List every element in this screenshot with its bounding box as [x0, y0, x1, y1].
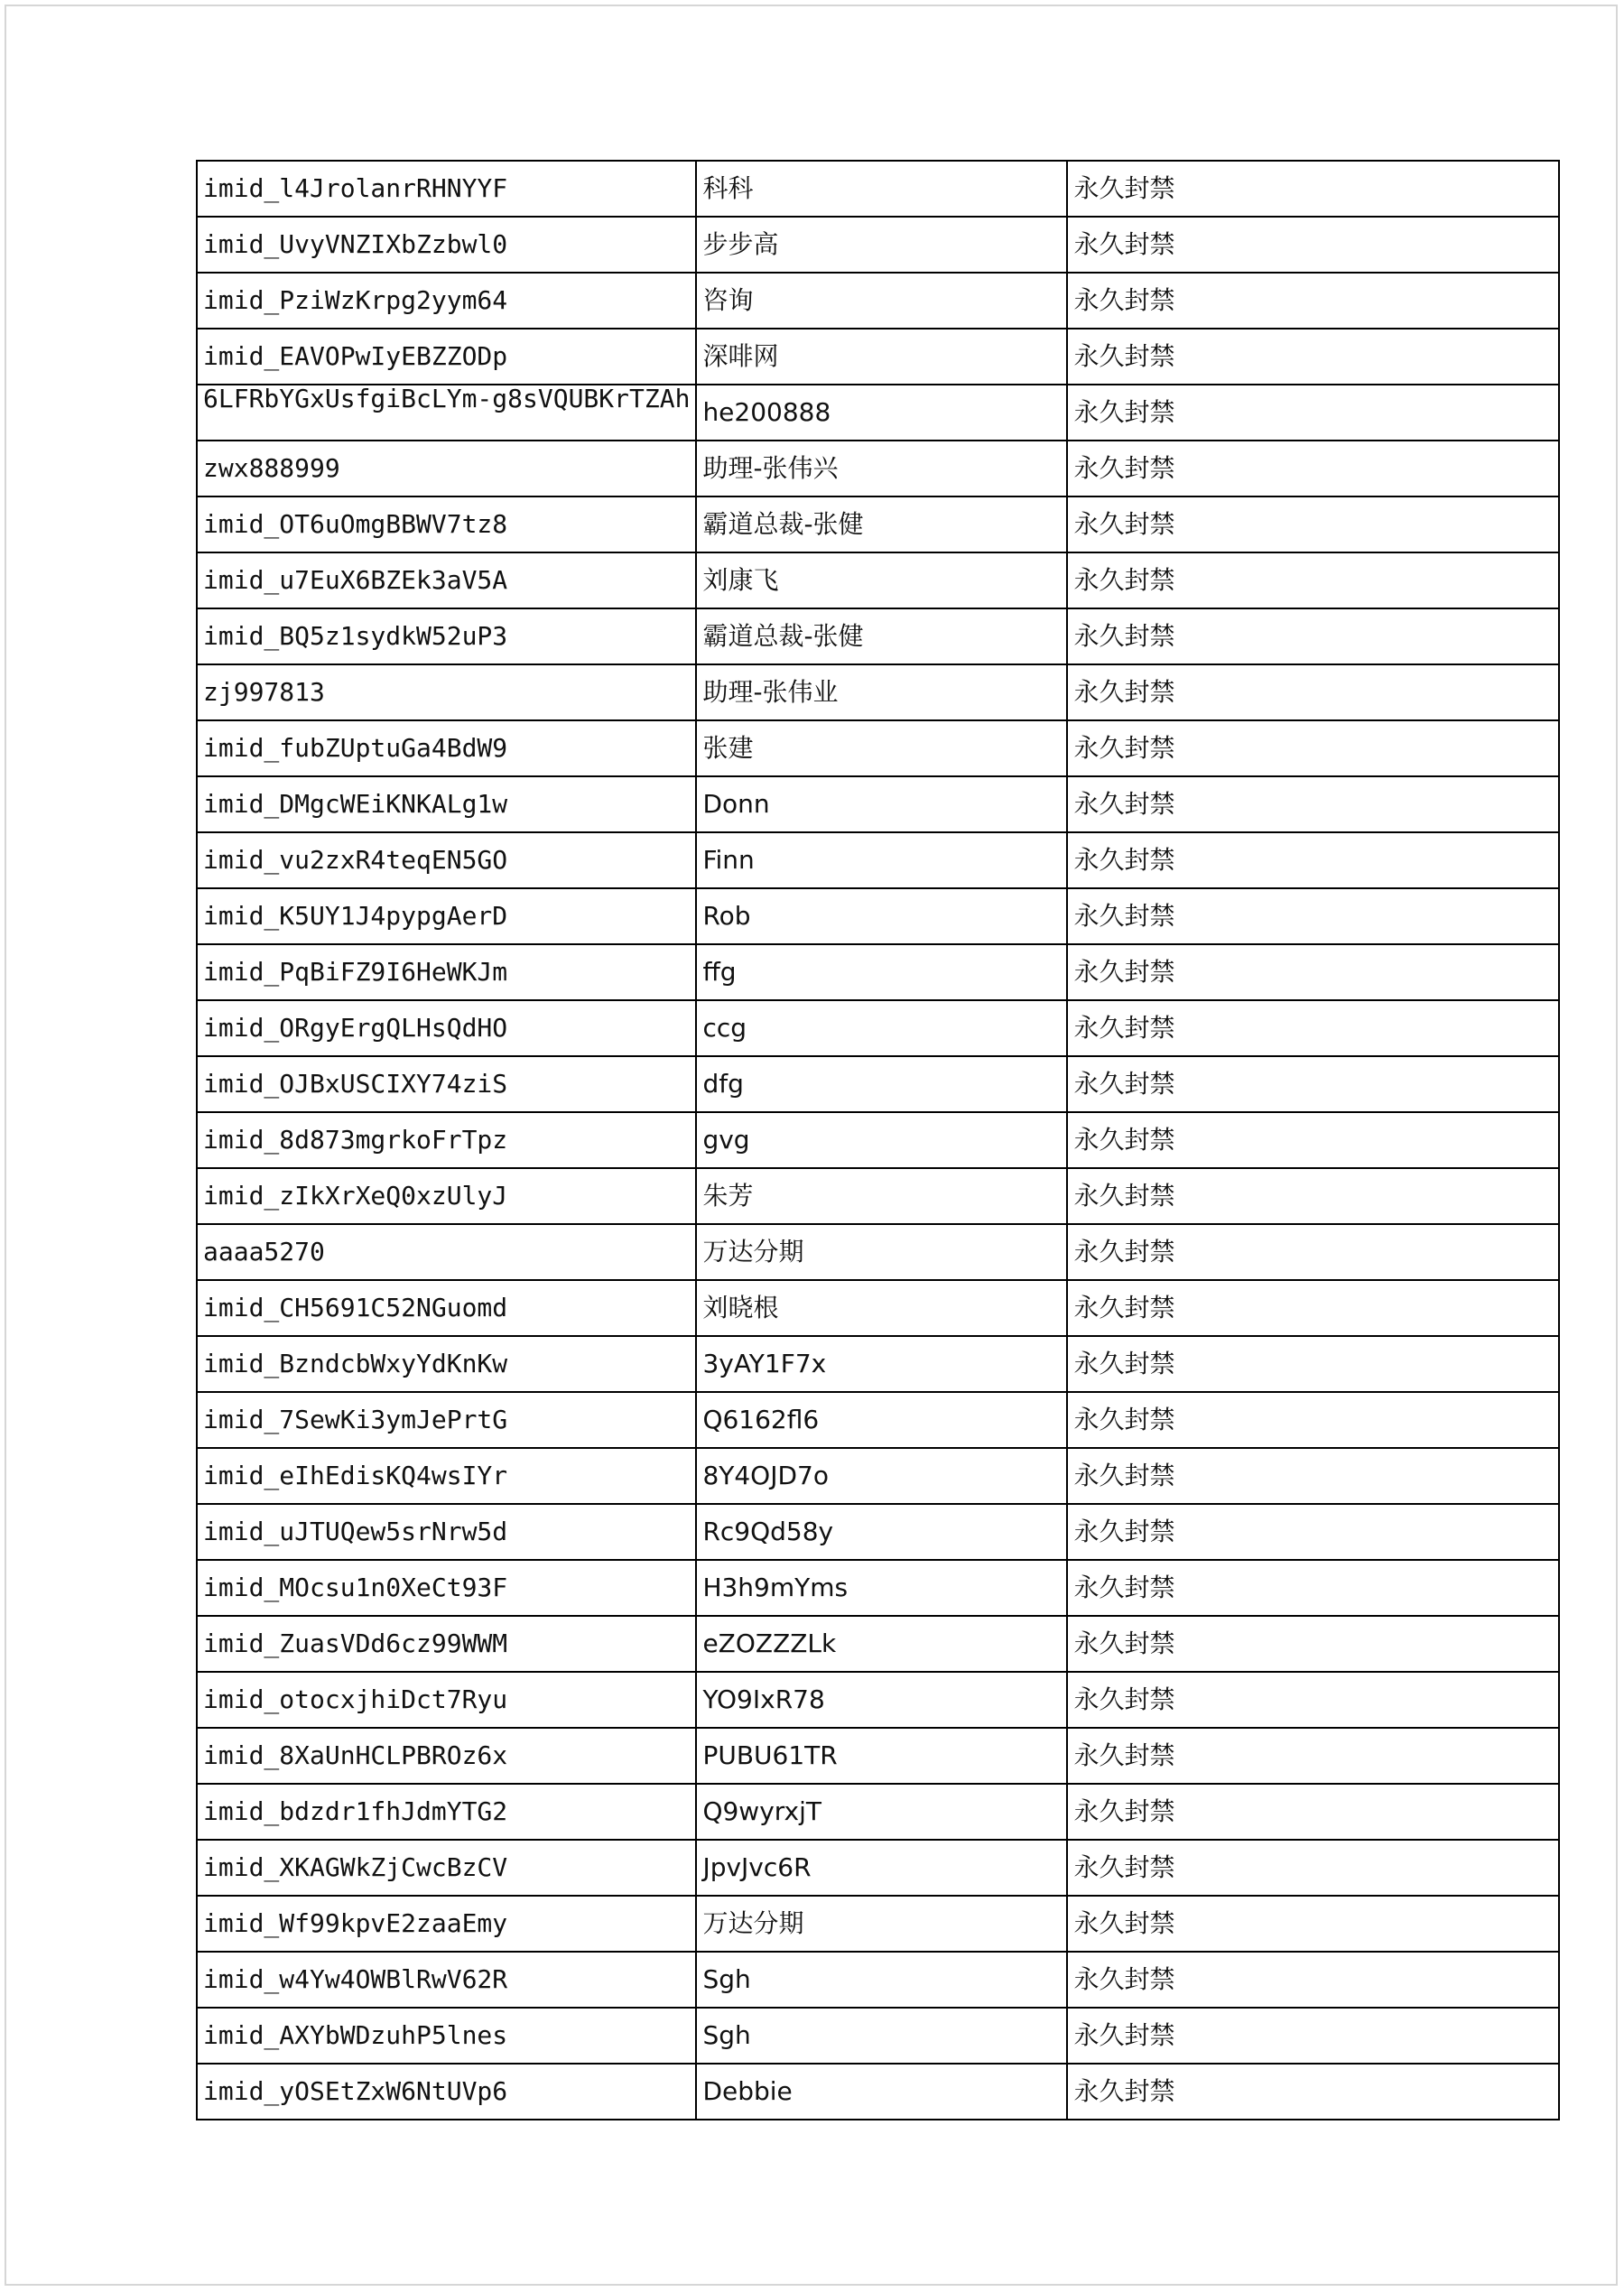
- table-row: [197, 1560, 1559, 1616]
- account-id-cell: imid_K5UY1J4pypgAerD: [197, 888, 696, 944]
- account-id-cell: imid_ZuasVDd6cz99WWM: [197, 1616, 696, 1672]
- nickname-cell: 万达分期: [696, 1896, 1067, 1952]
- table-row: [197, 2008, 1559, 2064]
- ban-status-cell: 永久封禁: [1067, 217, 1559, 273]
- account-id-cell: imid_CH5691C52NGuomd: [197, 1280, 696, 1336]
- account-id-cell: zj997813: [197, 664, 696, 720]
- table-row: [197, 161, 1559, 217]
- nickname-cell: dfg: [696, 1056, 1067, 1112]
- account-id-cell: imid_DMgcWEiKNKALg1w: [197, 776, 696, 832]
- table-row: [197, 1000, 1559, 1056]
- account-id-cell: imid_w4Yw4OWBlRwV62R: [197, 1952, 696, 2008]
- ban-status-cell: 永久封禁: [1067, 329, 1559, 385]
- account-id-cell: imid_OT6uOmgBBWV7tz8: [197, 496, 696, 552]
- account-id-cell: imid_vu2zxR4teqEN5GO: [197, 832, 696, 888]
- ban-status-cell: 永久封禁: [1067, 1504, 1559, 1560]
- nickname-cell: 霸道总裁-张健: [696, 496, 1067, 552]
- nickname-cell: 3yAY1F7x: [696, 1336, 1067, 1392]
- ban-status-cell: 永久封禁: [1067, 664, 1559, 720]
- ban-status-cell: 永久封禁: [1067, 944, 1559, 1000]
- ban-status-cell: 永久封禁: [1067, 1392, 1559, 1448]
- table-row: [197, 720, 1559, 776]
- nickname-cell: Rc9Qd58y: [696, 1504, 1067, 1560]
- table-row: [197, 1336, 1559, 1392]
- nickname-cell: Debbie: [696, 2064, 1067, 2120]
- nickname-cell: 刘康飞: [696, 552, 1067, 608]
- table-row: [197, 329, 1559, 385]
- account-id-cell: imid_AXYbWDzuhP5lnes: [197, 2008, 696, 2064]
- table-body: [197, 161, 1559, 2120]
- account-id-cell: imid_8d873mgrkoFrTpz: [197, 1112, 696, 1168]
- nickname-cell: 深啡网: [696, 329, 1067, 385]
- table-row: [197, 1280, 1559, 1336]
- table-row: [197, 1168, 1559, 1224]
- table-row: [197, 944, 1559, 1000]
- nickname-cell: gvg: [696, 1112, 1067, 1168]
- ban-status-cell: 永久封禁: [1067, 552, 1559, 608]
- ban-status-cell: 永久封禁: [1067, 720, 1559, 776]
- ban-status-cell: 永久封禁: [1067, 1168, 1559, 1224]
- nickname-cell: Donn: [696, 776, 1067, 832]
- account-id-cell: aaaa5270: [197, 1224, 696, 1280]
- table-row: [197, 1224, 1559, 1280]
- ban-status-cell: 永久封禁: [1067, 1728, 1559, 1784]
- table-row: [197, 1056, 1559, 1112]
- nickname-cell: YO9IxR78: [696, 1672, 1067, 1728]
- ban-status-cell: 永久封禁: [1067, 2064, 1559, 2120]
- account-id-cell: imid_UvyVNZIXbZzbwl0: [197, 217, 696, 273]
- table-row: [197, 664, 1559, 720]
- nickname-cell: 咨询: [696, 273, 1067, 329]
- ban-status-cell: 永久封禁: [1067, 832, 1559, 888]
- account-id-cell: imid_uJTUQew5srNrw5d: [197, 1504, 696, 1560]
- account-id-cell: zwx888999: [197, 441, 696, 496]
- nickname-cell: 科科: [696, 161, 1067, 217]
- account-id-text: 6LFRbYGxUsfgiBcLYm-g8sVQUBKrTZAh: [203, 385, 691, 413]
- table-row: [197, 1840, 1559, 1896]
- table-row: [197, 1728, 1559, 1784]
- table-row: [197, 2064, 1559, 2120]
- account-id-cell: imid_Wf99kpvE2zaaEmy: [197, 1896, 696, 1952]
- table-row: [197, 832, 1559, 888]
- table-row: [197, 1392, 1559, 1448]
- account-id-cell: imid_PqBiFZ9I6HeWKJm: [197, 944, 696, 1000]
- table-row: [197, 552, 1559, 608]
- account-id-cell: imid_7SewKi3ymJePrtG: [197, 1392, 696, 1448]
- account-id-cell: [197, 385, 696, 441]
- nickname-cell: Rob: [696, 888, 1067, 944]
- nickname-cell: Finn: [696, 832, 1067, 888]
- account-id-cell: imid_zIkXrXeQ0xzUlyJ: [197, 1168, 696, 1224]
- table-row: [197, 385, 1559, 441]
- table-row: [197, 1448, 1559, 1504]
- account-id-cell: imid_ORgyErgQLHsQdHO: [197, 1000, 696, 1056]
- ban-status-cell: 永久封禁: [1067, 1560, 1559, 1616]
- ban-status-cell: 永久封禁: [1067, 2008, 1559, 2064]
- ban-status-cell: 永久封禁: [1067, 273, 1559, 329]
- table-row: [197, 1896, 1559, 1952]
- table-row: [197, 1616, 1559, 1672]
- account-id-cell: imid_MOcsu1n0XeCt93F: [197, 1560, 696, 1616]
- nickname-cell: Q6162fl6: [696, 1392, 1067, 1448]
- account-id-cell: imid_l4JrolanrRHNYYF: [197, 161, 696, 217]
- account-id-cell: imid_OJBxUSCIXY74ziS: [197, 1056, 696, 1112]
- nickname-cell: ccg: [696, 1000, 1067, 1056]
- nickname-cell: Sgh: [696, 2008, 1067, 2064]
- table-row: [197, 1112, 1559, 1168]
- nickname-cell: eZOZZZLk: [696, 1616, 1067, 1672]
- account-id-cell: imid_BzndcbWxyYdKnKw: [197, 1336, 696, 1392]
- nickname-cell: JpvJvc6R: [696, 1840, 1067, 1896]
- account-id-cell: imid_EAVOPwIyEBZZODp: [197, 329, 696, 385]
- table-row: [197, 1784, 1559, 1840]
- ban-status-cell: 永久封禁: [1067, 496, 1559, 552]
- ban-status-cell: 永久封禁: [1067, 441, 1559, 496]
- ban-status-cell: 永久封禁: [1067, 1224, 1559, 1280]
- nickname-cell: he200888: [696, 385, 1067, 441]
- ban-status-cell: 永久封禁: [1067, 1784, 1559, 1840]
- ban-status-cell: 永久封禁: [1067, 161, 1559, 217]
- nickname-cell: 朱芳: [696, 1168, 1067, 1224]
- table-row: [197, 1504, 1559, 1560]
- ban-status-cell: 永久封禁: [1067, 1280, 1559, 1336]
- table-row: [197, 496, 1559, 552]
- ban-status-cell: 永久封禁: [1067, 608, 1559, 664]
- table-row: [197, 1952, 1559, 2008]
- nickname-cell: ffg: [696, 944, 1067, 1000]
- ban-list-table: [196, 160, 1560, 2120]
- nickname-cell: 刘晓根: [696, 1280, 1067, 1336]
- nickname-cell: Sgh: [696, 1952, 1067, 2008]
- ban-status-cell: 永久封禁: [1067, 1112, 1559, 1168]
- nickname-cell: PUBU61TR: [696, 1728, 1067, 1784]
- ban-status-cell: 永久封禁: [1067, 776, 1559, 832]
- account-id-cell: imid_u7EuX6BZEk3aV5A: [197, 552, 696, 608]
- nickname-cell: 步步高: [696, 217, 1067, 273]
- account-id-cell: imid_otocxjhiDct7Ryu: [197, 1672, 696, 1728]
- nickname-cell: 8Y4OJD7o: [696, 1448, 1067, 1504]
- ban-status-cell: 永久封禁: [1067, 1616, 1559, 1672]
- nickname-cell: 助理-张伟业: [696, 664, 1067, 720]
- table-row: [197, 776, 1559, 832]
- nickname-cell: 万达分期: [696, 1224, 1067, 1280]
- table-row: [197, 1672, 1559, 1728]
- ban-status-cell: 永久封禁: [1067, 385, 1559, 441]
- ban-status-cell: 永久封禁: [1067, 888, 1559, 944]
- table-row: [197, 217, 1559, 273]
- table-row: [197, 608, 1559, 664]
- table-row: [197, 888, 1559, 944]
- nickname-cell: 张建: [696, 720, 1067, 776]
- ban-status-cell: 永久封禁: [1067, 1056, 1559, 1112]
- nickname-cell: Q9wyrxjT: [696, 1784, 1067, 1840]
- account-id-cell: imid_fubZUptuGa4BdW9: [197, 720, 696, 776]
- table-row: [197, 441, 1559, 496]
- nickname-cell: 助理-张伟兴: [696, 441, 1067, 496]
- ban-status-cell: 永久封禁: [1067, 1000, 1559, 1056]
- account-id-cell: imid_yOSEtZxW6NtUVp6: [197, 2064, 696, 2120]
- account-id-cell: imid_PziWzKrpg2yym64: [197, 273, 696, 329]
- nickname-cell: 霸道总裁-张健: [696, 608, 1067, 664]
- ban-status-cell: 永久封禁: [1067, 1336, 1559, 1392]
- table-row: [197, 273, 1559, 329]
- account-id-cell: imid_eIhEdisKQ4wsIYr: [197, 1448, 696, 1504]
- ban-status-cell: 永久封禁: [1067, 1448, 1559, 1504]
- account-id-cell: imid_BQ5z1sydkW52uP3: [197, 608, 696, 664]
- ban-status-cell: 永久封禁: [1067, 1672, 1559, 1728]
- nickname-cell: H3h9mYms: [696, 1560, 1067, 1616]
- account-id-cell: imid_XKAGWkZjCwcBzCV: [197, 1840, 696, 1896]
- ban-status-cell: 永久封禁: [1067, 1952, 1559, 2008]
- ban-status-cell: 永久封禁: [1067, 1840, 1559, 1896]
- account-id-cell: imid_8XaUnHCLPBROz6x: [197, 1728, 696, 1784]
- ban-status-cell: 永久封禁: [1067, 1896, 1559, 1952]
- account-id-cell: imid_bdzdr1fhJdmYTG2: [197, 1784, 696, 1840]
- document-page: [5, 5, 1618, 2286]
